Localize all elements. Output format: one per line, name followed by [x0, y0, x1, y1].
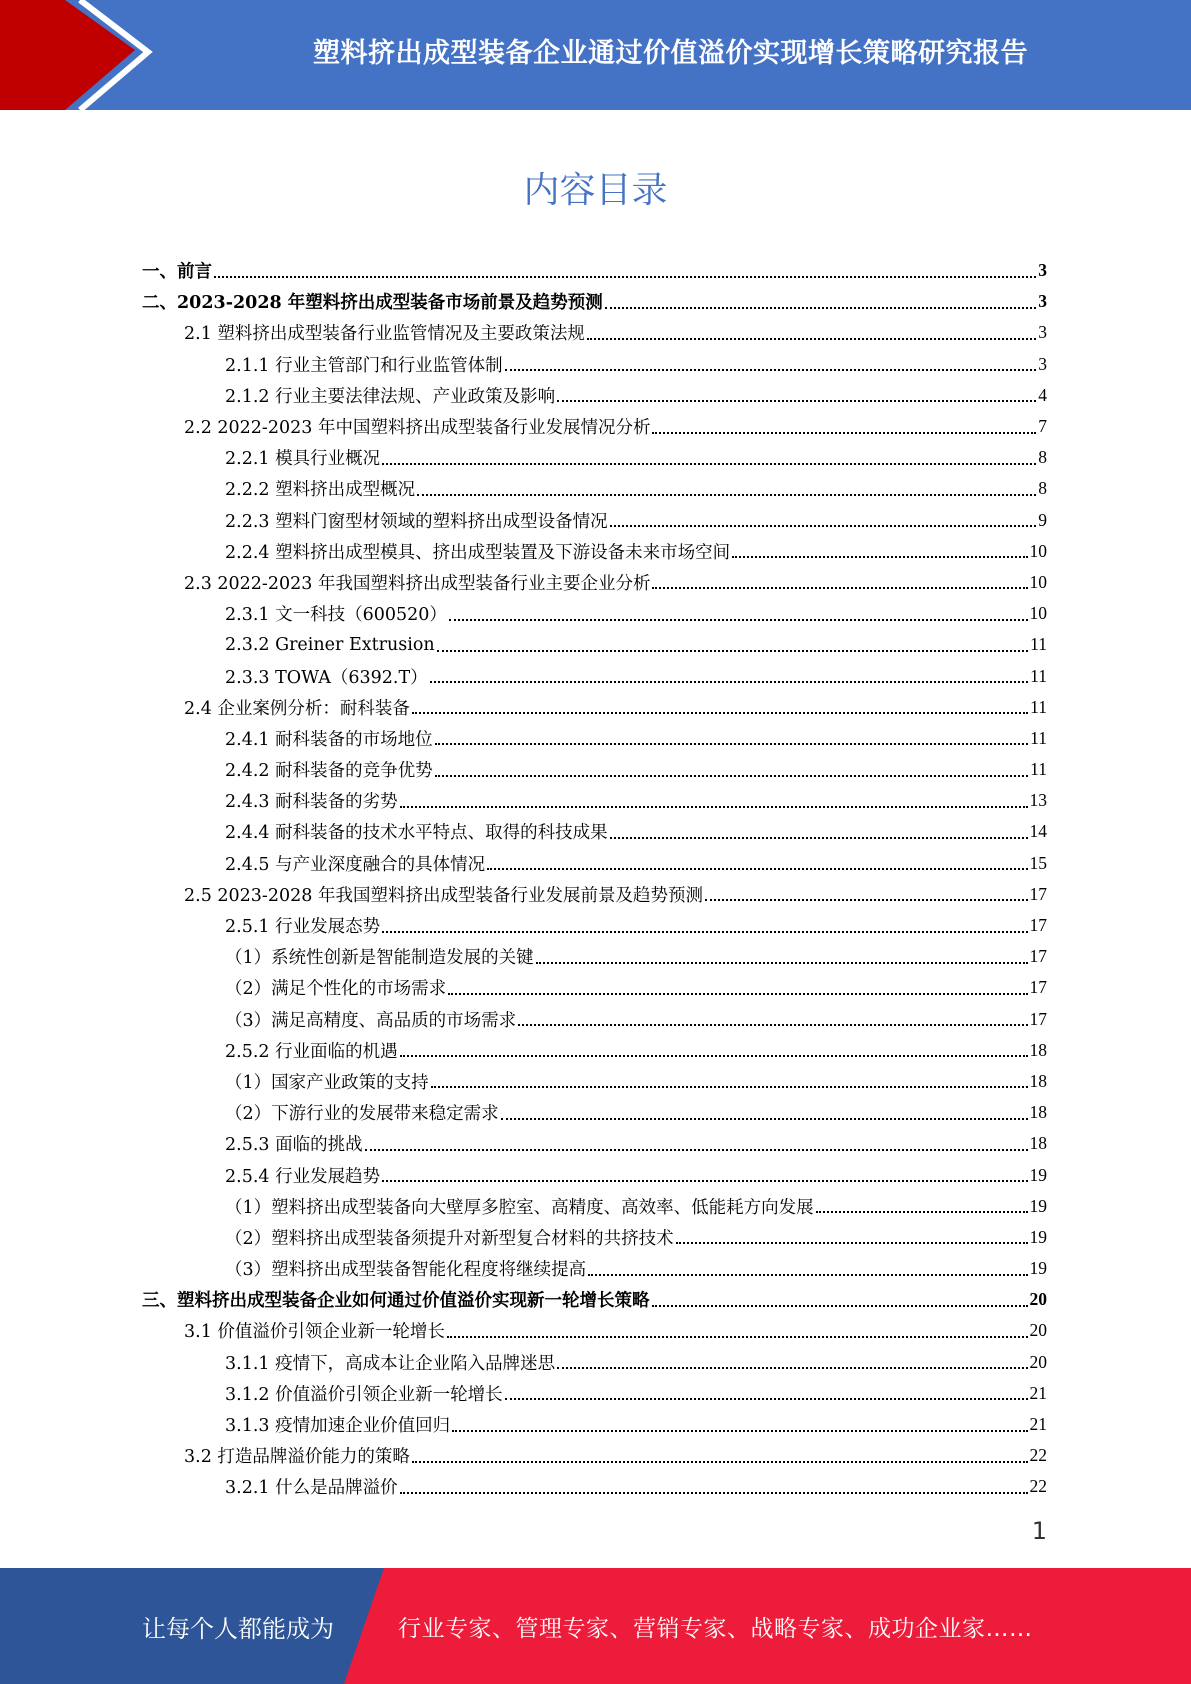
toc-entry-label: 一、前言 — [142, 262, 212, 283]
toc-entry-page: 14 — [1029, 821, 1047, 842]
footer-slogan-right: 行业专家、管理专家、营销专家、战略专家、成功企业家…… — [398, 1615, 1033, 1642]
toc-entry[interactable] — [142, 1378, 1047, 1409]
toc-dot-leader — [816, 1211, 1028, 1213]
toc-entry[interactable] — [142, 629, 1047, 660]
toc-entry-page: 10 — [1029, 540, 1047, 561]
toc-entry[interactable] — [142, 848, 1047, 879]
toc-dot-leader — [382, 1180, 1027, 1182]
toc-dot-leader — [610, 525, 1037, 527]
toc-entry-page: 17 — [1029, 883, 1047, 904]
toc-entry-label: 2.4.2 耐科装备的竞争优势 — [225, 761, 433, 782]
toc-entry[interactable] — [142, 317, 1047, 348]
toc-entry[interactable] — [142, 1440, 1047, 1471]
toc-entry[interactable] — [142, 660, 1047, 691]
toc-entry-page: 19 — [1029, 1258, 1047, 1279]
toc-entry[interactable] — [142, 1315, 1047, 1346]
toc-entry-page: 19 — [1029, 1195, 1047, 1216]
toc-entry[interactable] — [142, 1159, 1047, 1190]
toc-entry-label: 2.3.2 Greiner Extrusion — [225, 634, 435, 655]
toc-entry-label: 2.5.2 行业面临的机遇 — [225, 1041, 398, 1062]
toc-entry-label: 2.5.4 行业发展趋势 — [225, 1166, 381, 1187]
toc-entry[interactable] — [142, 1035, 1047, 1066]
toc-entry-label: （1）塑料挤出成型装备向大壁厚多腔室、高精度、高效率、低能耗方向发展 — [225, 1197, 814, 1218]
toc-dot-leader — [605, 307, 1036, 309]
toc-heading: 内容目录 — [523, 170, 668, 211]
footer-slogan-left: 让每个人都能成为 — [142, 1614, 334, 1643]
toc-entry[interactable] — [142, 1471, 1047, 1502]
toc-entry-page: 13 — [1029, 790, 1047, 811]
toc-entry[interactable] — [142, 349, 1047, 380]
toc-entry-label: （1）系统性创新是智能制造发展的关键 — [225, 948, 534, 969]
toc-dot-leader — [412, 712, 1028, 714]
toc-dot-leader — [400, 1492, 1028, 1494]
toc-entry[interactable] — [142, 1222, 1047, 1253]
toc-entry[interactable] — [142, 380, 1047, 411]
toc-dot-leader — [382, 463, 1036, 465]
toc-entry-label: （2）满足个性化的市场需求 — [225, 979, 447, 1000]
toc-entry-page: 7 — [1038, 416, 1047, 437]
toc-entry-page: 17 — [1029, 977, 1047, 998]
toc-entry-label: 2.2.2 塑料挤出成型概况 — [225, 480, 416, 501]
toc-entry-page: 3 — [1038, 353, 1047, 374]
toc-entry[interactable] — [142, 1409, 1047, 1440]
toc-entry-label: 二、2023-2028 年塑料挤出成型装备市场前景及趋势预测 — [142, 293, 603, 314]
toc-entry-label: 三、塑料挤出成型装备企业如何通过价值溢价实现新一轮增长策略 — [142, 1291, 650, 1312]
toc-entry-page: 8 — [1038, 447, 1047, 468]
toc-entry-label: 2.4 企业案例分析：耐科装备 — [184, 698, 410, 719]
toc-entry-page: 11 — [1030, 759, 1047, 780]
toc-entry-page: 17 — [1029, 915, 1047, 936]
toc-dot-leader — [518, 1024, 1027, 1026]
toc-dot-leader — [557, 400, 1036, 402]
toc-entry-label: 2.3.3 TOWA（6392.T） — [225, 667, 428, 688]
toc-dot-leader — [505, 369, 1037, 371]
toc-dot-leader — [435, 775, 1029, 777]
toc-entry-page: 17 — [1029, 946, 1047, 967]
toc-entry-page: 3 — [1038, 260, 1047, 281]
toc-dot-leader — [447, 1336, 1028, 1338]
toc-entry-page: 19 — [1029, 1164, 1047, 1185]
toc-entry-page: 3 — [1038, 322, 1047, 343]
toc-entry-label: 3.2.1 什么是品牌溢价 — [225, 1478, 398, 1499]
toc-entry-label: 2.4.4 耐科装备的技术水平特点、取得的科技成果 — [225, 823, 608, 844]
toc-dot-leader — [588, 1274, 1027, 1276]
toc-entry-label: 3.2 打造品牌溢价能力的策略 — [184, 1447, 410, 1468]
toc-entry-label: 2.2.4 塑料挤出成型模具、挤出成型装置及下游设备未来市场空间 — [225, 542, 731, 563]
toc-entry-page: 20 — [1029, 1320, 1047, 1341]
toc-entry[interactable] — [142, 1066, 1047, 1097]
toc-entry-page: 11 — [1030, 727, 1047, 748]
page-footer — [0, 1568, 1191, 1684]
toc-entry[interactable] — [142, 255, 1047, 286]
toc-entry-page: 18 — [1029, 1133, 1047, 1154]
toc-dot-leader — [652, 432, 1036, 434]
toc-entry-label: 2.4.3 耐科装备的劣势 — [225, 792, 398, 813]
table-of-contents — [142, 255, 1047, 1503]
toc-dot-leader — [587, 338, 1036, 340]
toc-entry-label: 2.4.1 耐科装备的市场地位 — [225, 729, 433, 750]
toc-dot-leader — [652, 1305, 1028, 1307]
toc-dot-leader — [536, 962, 1028, 964]
toc-entry[interactable] — [142, 785, 1047, 816]
toc-entry[interactable] — [142, 598, 1047, 629]
toc-entry-page: 19 — [1029, 1226, 1047, 1247]
toc-entry-page: 15 — [1029, 852, 1047, 873]
toc-dot-leader — [732, 556, 1027, 558]
toc-dot-leader — [430, 681, 1029, 683]
toc-dot-leader — [487, 868, 1027, 870]
toc-entry-page: 22 — [1029, 1445, 1047, 1466]
page-header — [0, 0, 1191, 110]
toc-entry-page: 18 — [1029, 1070, 1047, 1091]
toc-entry-page: 10 — [1029, 571, 1047, 592]
toc-entry-label: 2.1 塑料挤出成型装备行业监管情况及主要政策法规 — [184, 324, 585, 345]
toc-entry[interactable] — [142, 910, 1047, 941]
toc-dot-leader — [676, 1242, 1028, 1244]
toc-entry[interactable] — [142, 505, 1047, 536]
toc-dot-leader — [448, 993, 1027, 995]
toc-entry-label: 2.5.3 面临的挑战 — [225, 1135, 363, 1156]
toc-entry[interactable] — [142, 567, 1047, 598]
toc-dot-leader — [501, 1118, 1028, 1120]
toc-entry[interactable] — [142, 536, 1047, 567]
toc-entry-page: 20 — [1029, 1289, 1047, 1310]
toc-entry-page: 11 — [1030, 665, 1047, 686]
toc-entry[interactable] — [142, 1347, 1047, 1378]
toc-entry[interactable] — [142, 754, 1047, 785]
toc-entry-label: 3.1.1 疫情下，高成本让企业陷入品牌迷思 — [225, 1353, 556, 1374]
toc-entry-page: 10 — [1029, 603, 1047, 624]
toc-dot-leader — [412, 1461, 1028, 1463]
toc-entry-label: （2）塑料挤出成型装备须提升对新型复合材料的共挤技术 — [225, 1228, 674, 1249]
toc-dot-leader — [610, 837, 1028, 839]
page-number: 1 — [1031, 1517, 1047, 1545]
toc-entry-label: 2.5.1 行业发展态势 — [225, 917, 381, 938]
toc-entry[interactable] — [142, 1191, 1047, 1222]
toc-entry-label: 2.2.3 塑料门窗型材领域的塑料挤出成型设备情况 — [225, 511, 608, 532]
toc-dot-leader — [417, 494, 1036, 496]
toc-entry-label: 2.1.1 行业主管部门和行业监管体制 — [225, 355, 503, 376]
toc-dot-leader — [382, 931, 1027, 933]
toc-entry-label: 3.1.2 价值溢价引领企业新一轮增长 — [225, 1384, 503, 1405]
toc-entry[interactable] — [142, 442, 1047, 473]
toc-entry[interactable] — [142, 1284, 1047, 1315]
toc-entry[interactable] — [142, 1004, 1047, 1035]
toc-entry[interactable] — [142, 941, 1047, 972]
toc-entry[interactable] — [142, 1128, 1047, 1159]
toc-entry[interactable] — [142, 1253, 1047, 1284]
toc-entry-page: 18 — [1029, 1039, 1047, 1060]
toc-dot-leader — [449, 619, 1028, 621]
toc-entry-page: 11 — [1030, 696, 1047, 717]
toc-dot-leader — [365, 1149, 1028, 1151]
toc-dot-leader — [452, 1430, 1027, 1432]
toc-dot-leader — [214, 276, 1036, 278]
report-title: 塑料挤出成型装备企业通过价值溢价实现增长策略研究报告 — [313, 37, 1028, 69]
toc-entry-page: 21 — [1029, 1414, 1047, 1435]
toc-entry-label: 2.4.5 与产业深度融合的具体情况 — [225, 854, 486, 875]
toc-entry[interactable] — [142, 411, 1047, 442]
toc-entry-label: 2.2.1 模具行业概况 — [225, 449, 381, 470]
toc-dot-leader — [557, 1367, 1027, 1369]
toc-entry-label: 2.2 2022-2023 年中国塑料挤出成型装备行业发展情况分析 — [184, 418, 651, 439]
toc-entry-label: （3）塑料挤出成型装备智能化程度将继续提高 — [225, 1260, 587, 1281]
toc-entry-page: 4 — [1038, 384, 1047, 405]
toc-entry-label: （3）满足高精度、高品质的市场需求 — [225, 1010, 517, 1031]
toc-entry[interactable] — [142, 286, 1047, 317]
toc-entry-page: 21 — [1029, 1382, 1047, 1403]
toc-entry-page: 17 — [1029, 1008, 1047, 1029]
toc-entry-label: 2.3 2022-2023 年我国塑料挤出成型装备行业主要企业分析 — [184, 573, 651, 594]
toc-entry-page: 20 — [1029, 1351, 1047, 1372]
toc-dot-leader — [705, 899, 1028, 901]
toc-entry[interactable] — [142, 879, 1047, 910]
toc-entry[interactable] — [142, 816, 1047, 847]
toc-entry-label: 2.5 2023-2028 年我国塑料挤出成型装备行业发展前景及趋势预测 — [184, 885, 703, 906]
toc-entry-label: 3.1 价值溢价引领企业新一轮增长 — [184, 1322, 445, 1343]
toc-dot-leader — [435, 743, 1029, 745]
toc-entry-label: （2）下游行业的发展带来稳定需求 — [225, 1104, 499, 1125]
toc-entry-label: 2.3.1 文一科技（600520） — [225, 605, 447, 626]
toc-entry[interactable] — [142, 723, 1047, 754]
toc-entry[interactable] — [142, 692, 1047, 723]
toc-entry-page: 3 — [1038, 291, 1047, 312]
toc-entry-page: 22 — [1029, 1476, 1047, 1497]
toc-dot-leader — [400, 806, 1028, 808]
toc-entry[interactable] — [142, 972, 1047, 1003]
toc-entry[interactable] — [142, 473, 1047, 504]
toc-entry[interactable] — [142, 1097, 1047, 1128]
toc-dot-leader — [652, 587, 1027, 589]
toc-dot-leader — [437, 650, 1028, 652]
toc-entry-page: 18 — [1029, 1102, 1047, 1123]
toc-entry-page: 9 — [1038, 509, 1047, 530]
toc-entry-page: 11 — [1030, 634, 1047, 655]
toc-dot-leader — [505, 1398, 1028, 1400]
toc-dot-leader — [400, 1055, 1028, 1057]
toc-entry-label: 3.1.3 疫情加速企业价值回归 — [225, 1416, 451, 1437]
toc-entry-page: 8 — [1038, 478, 1047, 499]
toc-entry-label: 2.1.2 行业主要法律法规、产业政策及影响 — [225, 386, 556, 407]
toc-entry-label: （1）国家产业政策的支持 — [225, 1072, 429, 1093]
toc-dot-leader — [431, 1086, 1028, 1088]
